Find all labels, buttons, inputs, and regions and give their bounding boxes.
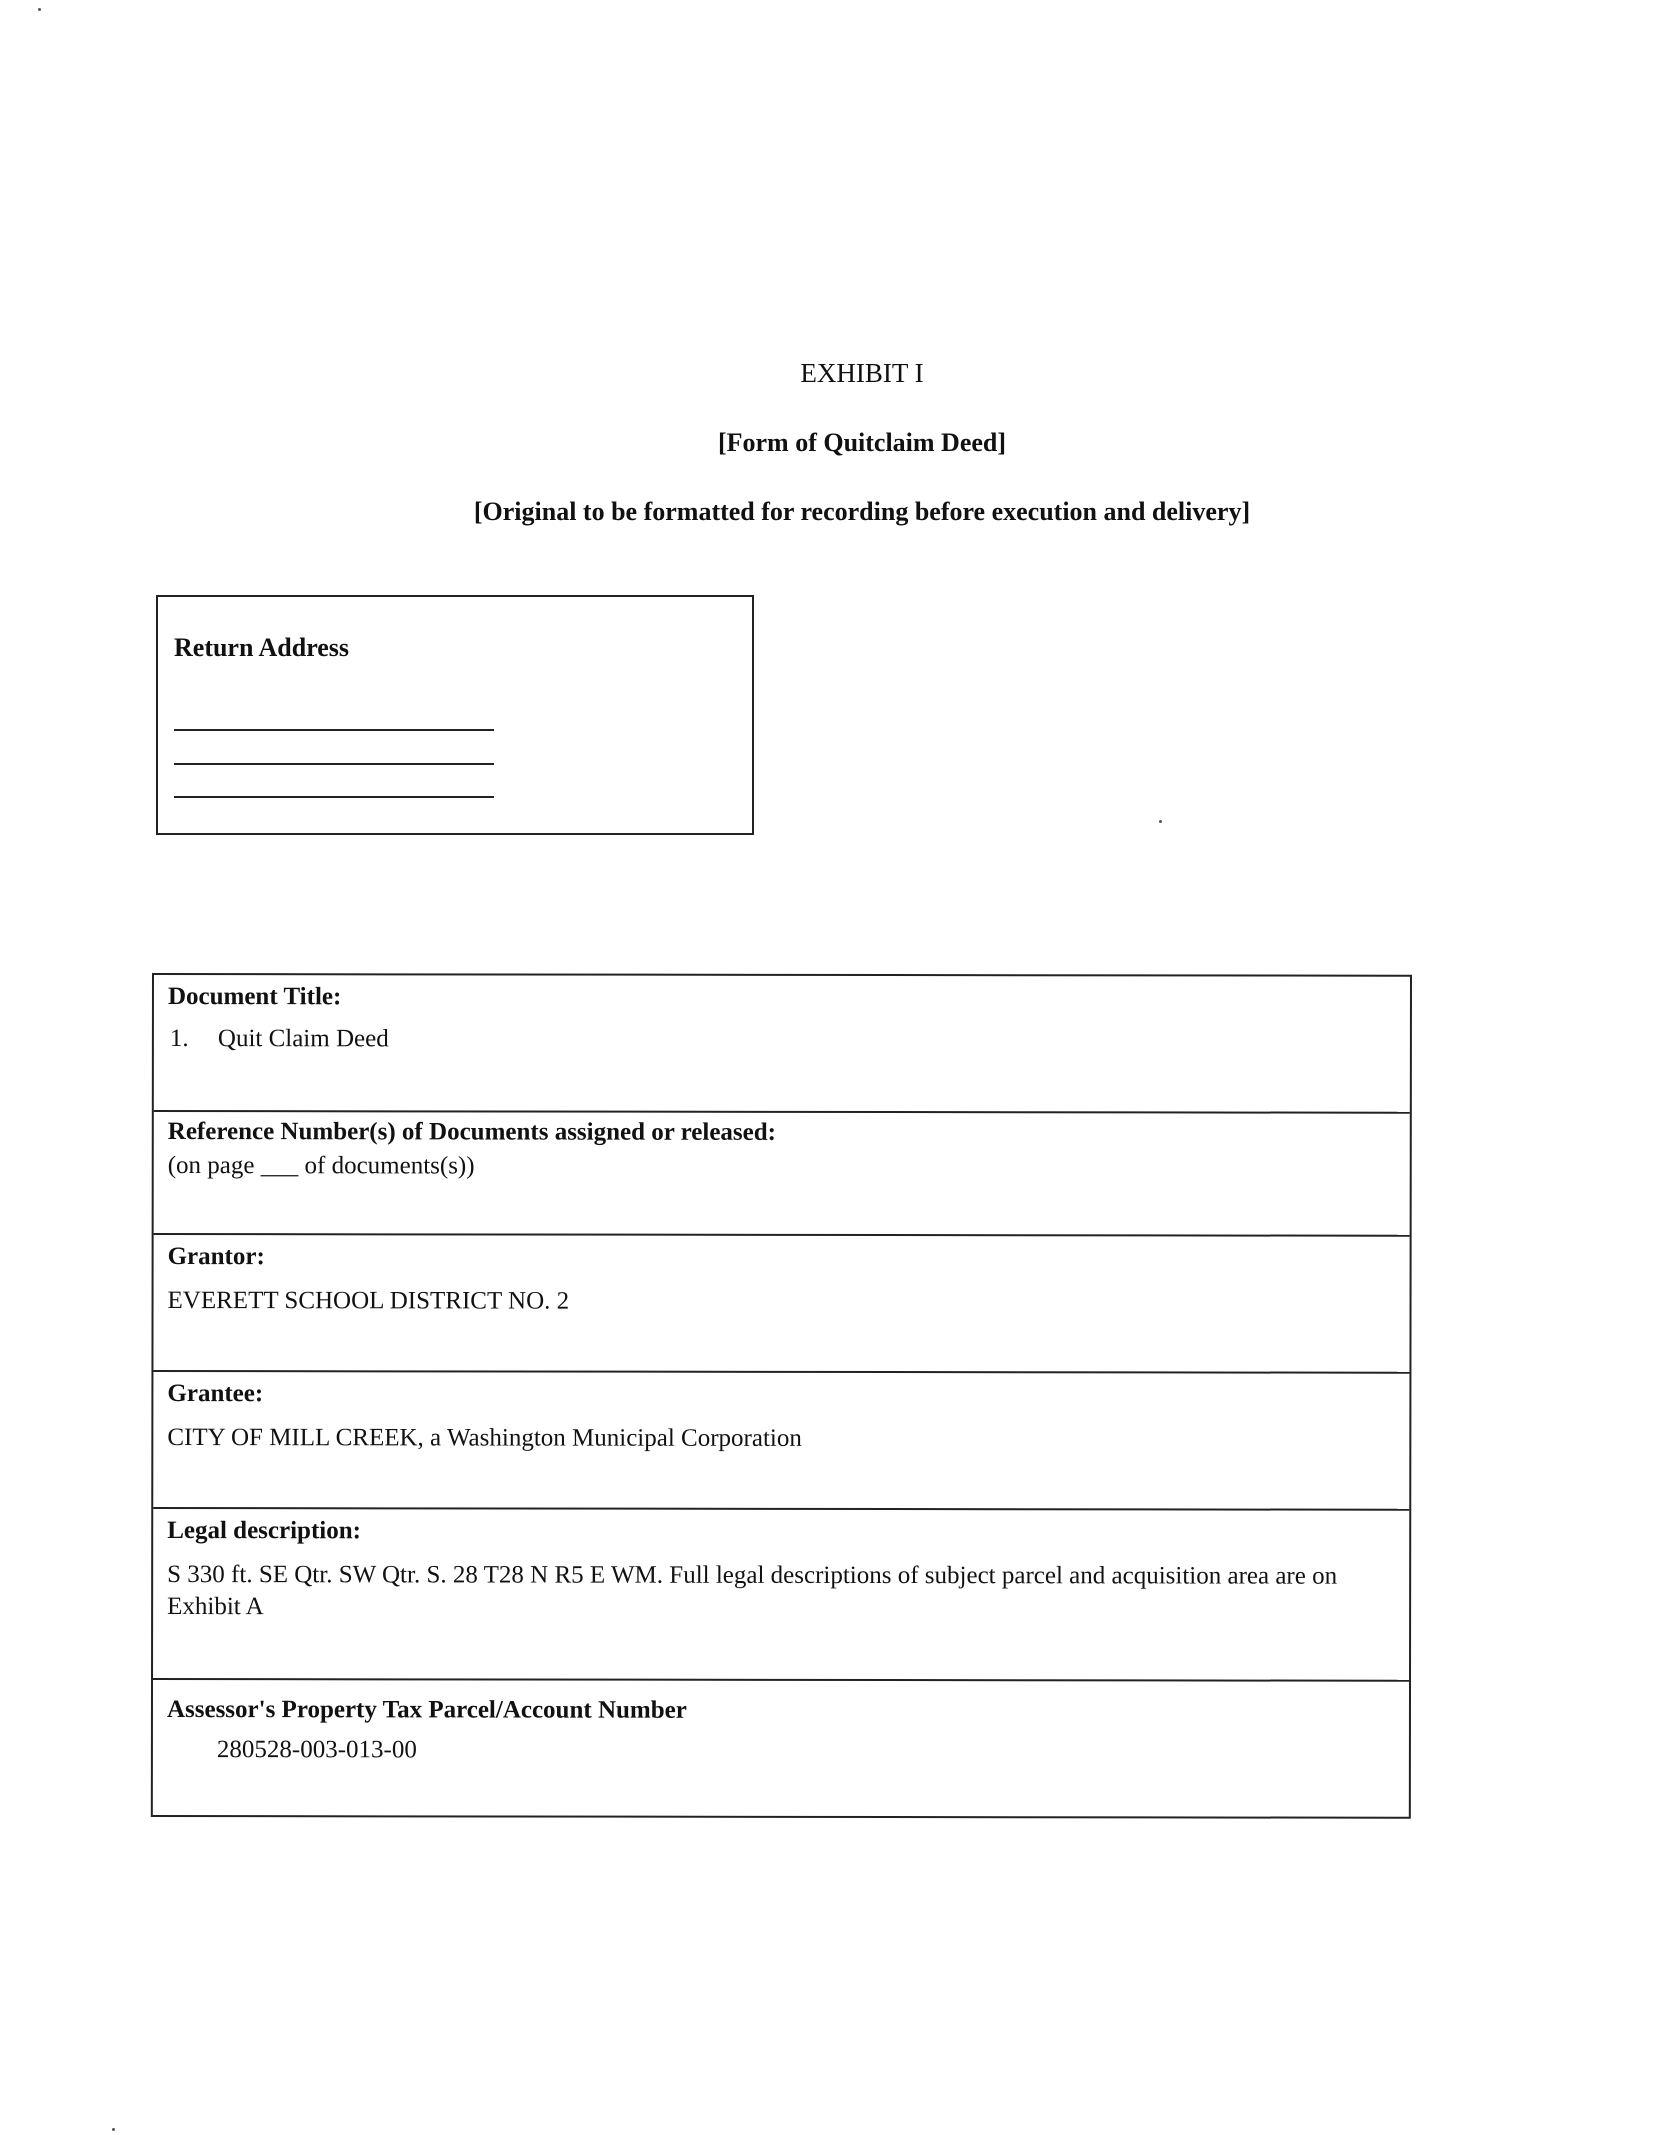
- return-address-line: [174, 729, 494, 731]
- document-title-value: Quit Claim Deed: [217, 1025, 389, 1053]
- assessor-parcel-value: 280528-003-013-00: [216, 1736, 417, 1764]
- return-address-label: Return Address: [174, 633, 350, 662]
- assessor-parcel-label: Assessor's Property Tax Parcel/Account Number: [166, 1696, 687, 1724]
- recording-info-table: [151, 973, 1412, 1819]
- legal-description-section: [153, 1509, 1409, 1682]
- grantor-value: EVERETT SCHOOL DISTRICT NO. 2: [167, 1287, 570, 1315]
- document-title-label: Document Title:: [167, 983, 342, 1011]
- grantee-section: [153, 1372, 1409, 1511]
- document-title-section: [154, 975, 1410, 1114]
- return-address-line: [174, 796, 494, 798]
- format-note: [Original to be formatted for recording before execution and delivery]: [473, 497, 1251, 526]
- scan-speck: [1159, 820, 1162, 823]
- grantee-label: Grantee:: [167, 1380, 264, 1408]
- document-title-number: 1.: [169, 1025, 189, 1053]
- scan-speck: [112, 2128, 115, 2131]
- exhibit-title: EXHIBIT I: [800, 358, 924, 388]
- return-address-line: [174, 763, 494, 765]
- legal-description-label: Legal description:: [167, 1517, 361, 1545]
- assessor-parcel-section: [153, 1680, 1409, 1817]
- return-address-box: [156, 595, 754, 835]
- reference-numbers-label: Reference Number(s) of Documents assigned or released:: [167, 1118, 777, 1146]
- grantor-label: Grantor:: [167, 1243, 265, 1271]
- form-subtitle: [Form of Quitclaim Deed]: [717, 428, 1007, 457]
- reference-numbers-section: [154, 1112, 1410, 1237]
- legal-description-value: S 330 ft. SE Qtr. SW Qtr. S. 28 T28 N R5 E WM. Full legal descriptions of subject parcel and acquisition area are on Exhibit A: [167, 1561, 1338, 1621]
- document-title-entry: [170, 1023, 389, 1055]
- grantor-section: [153, 1235, 1409, 1374]
- scan-speck: [38, 8, 41, 11]
- grantee-value: CITY OF MILL CREEK, a Washington Municipal Corporation: [167, 1424, 802, 1452]
- reference-numbers-value: (on page ___ of documents(s)): [167, 1152, 475, 1180]
